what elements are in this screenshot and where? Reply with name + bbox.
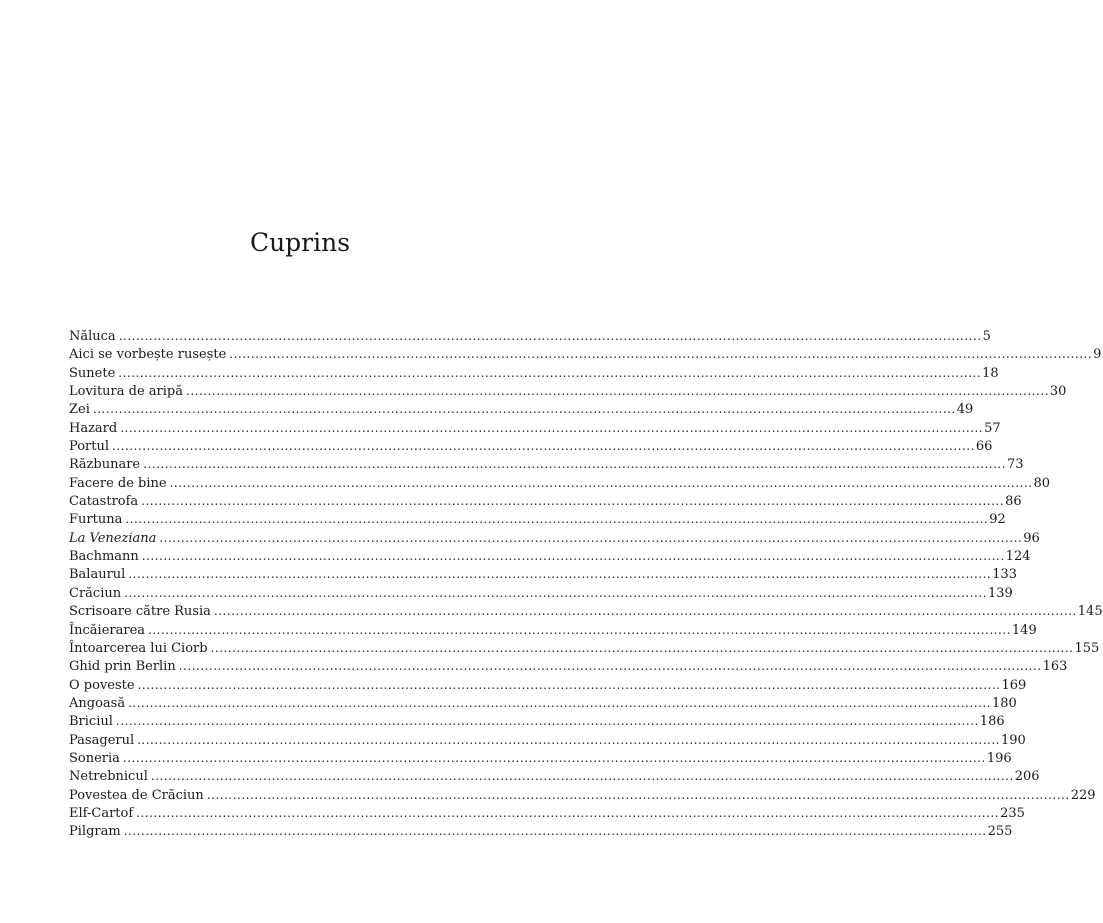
- toc-entry-title: Angoasă: [69, 695, 126, 711]
- toc-entry-page-number: 169: [1001, 677, 1027, 693]
- toc-entry-page-number: 149: [1011, 622, 1037, 638]
- toc-entry-title: Pilgram: [69, 824, 121, 840]
- dot-leader: ........................................................................................................................................................................................................: [112, 439, 975, 454]
- toc-entry-title: Crăciun: [69, 585, 122, 601]
- toc-entry-page-number: 196: [986, 750, 1012, 766]
- toc-entry-title: Scrisoare către Rusia: [69, 604, 211, 620]
- toc-entry-title: Netrebnicul: [69, 769, 148, 785]
- toc-entry: [69, 327, 991, 345]
- dot-leader: ........................................................................................................................................................................................................: [118, 329, 982, 343]
- toc-entry-title: Sunete: [69, 365, 116, 381]
- toc-entry: [69, 676, 1027, 694]
- toc-entry-title: Pasagerul: [69, 732, 135, 748]
- toc-entry-page-number: 133: [992, 567, 1018, 583]
- toc-entry-page-number: 49: [956, 402, 974, 418]
- toc-entry: [69, 639, 1100, 657]
- dot-leader: ........................................................................................................................................................................................................: [137, 677, 1001, 692]
- toc-entry-title: Ghid prin Berlin: [69, 659, 176, 675]
- toc-entry: [69, 547, 1031, 565]
- toc-entry-page-number: 18: [982, 365, 999, 381]
- toc-entry-page-number: 186: [979, 714, 1005, 730]
- dot-leader: ........................................................................................................................................................................................................: [118, 365, 982, 380]
- toc-entry-page-number: 235: [1000, 805, 1025, 821]
- toc-entry: [69, 492, 1022, 510]
- dot-leader: ........................................................................................................................................................................................................: [210, 640, 1074, 655]
- dot-leader: ........................................................................................................................................................................................................: [92, 402, 956, 417]
- dot-leader: ........................................................................................................................................................................................................: [136, 805, 1000, 820]
- toc-entry: [69, 437, 993, 455]
- toc-entry: [69, 455, 1024, 473]
- page-title: Cuprins: [249, 228, 351, 257]
- toc-entry-page-number: 30: [1049, 384, 1067, 400]
- dot-leader: ........................................................................................................................................................................................................: [141, 494, 1005, 509]
- dot-leader: ........................................................................................................................................................................................................: [123, 824, 987, 839]
- toc-entry-title: Povestea de Crăciun: [69, 787, 204, 803]
- toc-entry-page-number: 86: [1005, 494, 1022, 510]
- toc-entry-page-number: 255: [987, 824, 1013, 840]
- toc-entry-title: Elf-Cartof: [69, 805, 134, 821]
- toc-entry-page-number: 66: [975, 439, 993, 455]
- toc-entry-title: Furtuna: [69, 512, 123, 528]
- toc-entry: [69, 712, 1005, 730]
- dot-leader: ........................................................................................................................................................................................................: [141, 549, 1005, 564]
- dot-leader: ........................................................................................................................................................................................................: [186, 384, 1049, 399]
- toc-entry-title: Năluca: [69, 329, 116, 344]
- toc-entry-page-number: 163: [1042, 659, 1068, 675]
- toc-entry-title: Soneria: [69, 750, 120, 766]
- toc-entry: [69, 694, 1017, 712]
- toc-entry: [69, 419, 1001, 437]
- toc-entry-title: Zei: [69, 402, 90, 418]
- dot-leader: ........................................................................................................................................................................................................: [137, 732, 1000, 747]
- toc-entry: [69, 749, 1012, 767]
- dot-leader: ........................................................................................................................................................................................................: [120, 420, 984, 435]
- dot-leader: ........................................................................................................................................................................................................: [122, 750, 986, 765]
- toc-entry: [69, 657, 1068, 675]
- toc-entry-page-number: 180: [991, 695, 1017, 711]
- toc-entry: [69, 364, 999, 382]
- toc-entry-title: Balaurul: [69, 567, 126, 583]
- toc-entry-page-number: 139: [988, 585, 1013, 601]
- toc-entry: [69, 345, 1102, 363]
- toc-entry-title: Întoarcerea lui Ciorb: [69, 640, 208, 656]
- toc-entry-page-number: 206: [1014, 769, 1040, 785]
- toc-entry-title: Răzbunare: [69, 457, 141, 473]
- toc-entry: [69, 621, 1037, 639]
- toc-entry-page-number: 57: [984, 420, 1001, 436]
- toc-entry: [69, 767, 1040, 785]
- toc-entry-page-number: 145: [1077, 604, 1103, 620]
- toc-entry-page-number: 190: [1001, 732, 1026, 748]
- table-of-contents: [69, 327, 1103, 841]
- dot-leader: ........................................................................................................................................................................................................: [128, 567, 992, 582]
- dot-leader: ........................................................................................................................................................................................................: [124, 585, 987, 600]
- toc-entry-page-number: 92: [989, 512, 1006, 528]
- toc-entry-title: Încăierarea: [69, 622, 146, 638]
- toc-entry-page-number: 229: [1070, 787, 1096, 803]
- dot-leader: ........................................................................................................................................................................................................: [128, 695, 991, 710]
- toc-entry: [69, 400, 974, 418]
- dot-leader: ........................................................................................................................................................................................................: [159, 530, 1023, 545]
- toc-entry: [69, 602, 1103, 620]
- toc-entry-page-number: 80: [1033, 475, 1051, 491]
- toc-entry: [69, 731, 1026, 749]
- toc-entry-title: La Veneziana: [69, 530, 157, 546]
- toc-entry-page-number: 96: [1023, 530, 1040, 546]
- toc-entry-title: Hazard: [69, 420, 118, 436]
- toc-entry-title: Lovitura de aripă: [69, 384, 183, 400]
- toc-entry: [69, 584, 1013, 602]
- toc-entry-title: Catastrofa: [69, 494, 139, 510]
- dot-leader: ........................................................................................................................................................................................................: [125, 512, 989, 527]
- dot-leader: ........................................................................................................................................................................................................: [229, 347, 1093, 362]
- dot-leader: ........................................................................................................................................................................................................: [115, 714, 979, 729]
- toc-entry-page-number: 124: [1005, 549, 1031, 565]
- toc-entry: [69, 382, 1067, 400]
- dot-leader: ........................................................................................................................................................................................................: [206, 787, 1070, 802]
- toc-entry-page-number: 73: [1007, 457, 1024, 473]
- toc-entry: [69, 510, 1006, 528]
- toc-entry: [69, 786, 1096, 804]
- toc-entry-title: Portul: [69, 439, 110, 455]
- dot-leader: ........................................................................................................................................................................................................: [143, 457, 1007, 472]
- toc-entry-page-number: 9: [1093, 347, 1102, 363]
- toc-entry: [69, 529, 1040, 547]
- toc-entry-title: O poveste: [69, 677, 135, 693]
- toc-entry: [69, 822, 1013, 840]
- dot-leader: ........................................................................................................................................................................................................: [169, 475, 1033, 490]
- toc-entry: [69, 804, 1025, 822]
- toc-entry: [69, 474, 1051, 492]
- toc-entry-title: Bachmann: [69, 549, 139, 565]
- toc-entry-title: Briciul: [69, 714, 113, 730]
- toc-entry-title: Facere de bine: [69, 475, 167, 491]
- dot-leader: ........................................................................................................................................................................................................: [213, 604, 1077, 619]
- toc-entry: [69, 565, 1018, 583]
- dot-leader: ........................................................................................................................................................................................................: [178, 659, 1042, 674]
- toc-entry-page-number: 155: [1074, 640, 1100, 656]
- dot-leader: ........................................................................................................................................................................................................: [150, 769, 1014, 784]
- toc-entry-title: Aici se vorbește rusește: [69, 347, 227, 363]
- toc-entry-page-number: 5: [982, 329, 991, 344]
- dot-leader: ........................................................................................................................................................................................................: [148, 622, 1011, 637]
